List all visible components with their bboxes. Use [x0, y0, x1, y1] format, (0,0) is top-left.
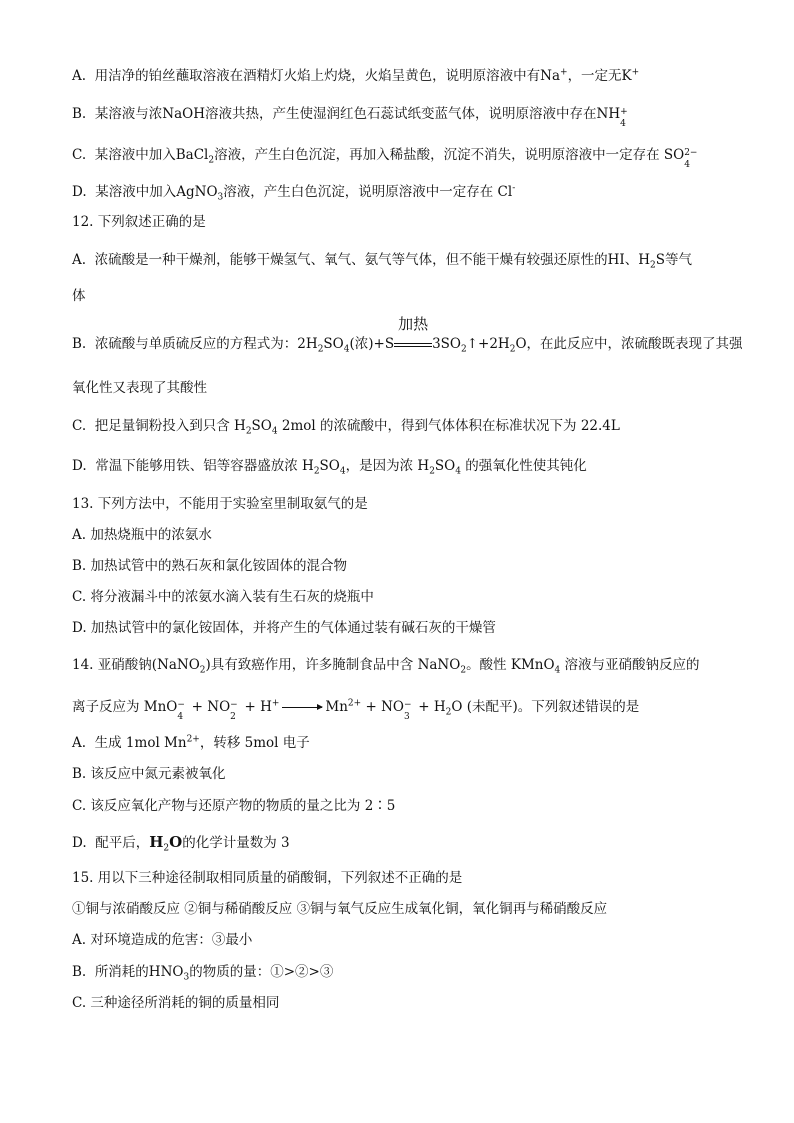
q12-option-a-cont: 体 — [72, 288, 86, 304]
q14-equation: 离子反应为 MnO − 4 + NO − 2 + H+ $Mn^{2+}$ + NO − 3 + $H_2O$ (未配平)。下列叙述错误的是 — [72, 698, 640, 722]
q12-option-b-cont: 氧化性又表现了其酸性 — [72, 380, 207, 396]
q12-option-c: C. 把足量铜粉投入到只含 $H_2SO_4$ 2mol 的浓硫酸中，得到气体体积在标准状况下为 22.4L — [72, 418, 620, 437]
q11-option-c: C. 某溶液中加入BaCl$_2$溶液，产生白色沉淀，再加入稀盐酸，沉淀不消失，说明原溶液中一定存在 SO 2− 4 — [72, 147, 698, 170]
q13-stem: 13. 下列方法中，不能用于实验室里制取氨气的是 — [72, 496, 368, 512]
q14-option-c: C. 该反应氧化产物与还原产物的物质的量之比为 2∶5 — [72, 798, 396, 814]
q11-option-a: A. 用洁净的铂丝蘸取溶液在酒精灯火焰上灼烧，火焰呈黄色，说明原溶液中有Na+，一定无K+ — [72, 67, 640, 84]
ion-charge: + 4 — [620, 106, 628, 129]
q14-option-b: B. 该反应中氮元素被氧化 — [72, 766, 226, 782]
q15-ways: ①铜与浓硝酸反应 ②铜与稀硝酸反应 ③铜与氧气反应生成氧化铜，氧化铜再与稀硝酸反应 — [72, 901, 608, 917]
heating-condition-sign: 加热 — [394, 334, 432, 354]
q15-option-a: A. 对环境造成的危害：③最小 — [72, 932, 253, 948]
q14-stem: 14. 亚硝酸钠(NaNO$_2$)具有致癌作用，许多腌制食品中含 NaNO$_2$。酸性 KMnO$_4$ 溶液与亚硝酸钠反应的 — [72, 657, 700, 676]
q15-option-c: C. 三种途径所消耗的铜的质量相同 — [72, 995, 280, 1011]
ion-charge: 2− 4 — [684, 147, 698, 170]
q13-option-c: C. 将分液漏斗中的浓氨水滴入装有生石灰的烧瓶中 — [72, 589, 374, 605]
q11-option-b: B. 某溶液与浓NaOH溶液共热，产生使湿润红色石蕊试纸变蓝气体，说明原溶液中存在NH + 4 — [72, 104, 630, 124]
q15-option-b: B. 所消耗的$HNO_3$的物质的量：①>②>③ — [72, 964, 334, 983]
reaction-arrow — [282, 707, 322, 708]
q12-option-b: B. 浓硫酸与单质硫反应的方程式为：$2H_2SO_4$(浓)+S 加热 $3SO_2↑+2H_2O$，在此反应中，浓硫酸既表现了其强 — [72, 315, 743, 355]
q11-option-d: D. 某溶液中加入AgNO$_3$溶液，产生白色沉淀，说明原溶液中一定存在 Cl- — [72, 183, 516, 203]
q12-option-d: D. 常温下能够用铁、铝等容器盛放浓 $H_2SO_4$，是因为浓 $H_2SO_4$ 的强氧化性使其钝化 — [72, 458, 587, 477]
q13-option-b: B. 加热试管中的熟石灰和氯化铵固体的混合物 — [72, 558, 348, 574]
q15-stem: 15. 用以下三种途径制取相同质量的硝酸铜，下列叙述不正确的是 — [72, 870, 463, 886]
q14-option-a: A. 生成 1mol $Mn^{2+}$，转移 5mol 电子 — [72, 734, 310, 751]
q12-stem: 12. 下列叙述正确的是 — [72, 214, 206, 230]
q12-option-a: A. 浓硫酸是一种干燥剂，能够干燥氢气、氧气、氨气等气体，但不能干燥有较强还原性的HI、$H_2S$等气 — [72, 252, 693, 271]
q13-option-a: A. 加热烧瓶中的浓氨水 — [72, 527, 212, 543]
q14-option-d: D. 配平后，$H_2O$的化学计量数为 3 — [72, 833, 290, 854]
q13-option-d: D. 加热试管中的氯化铵固体，并将产生的气体通过装有碱石灰的干燥管 — [72, 620, 496, 636]
